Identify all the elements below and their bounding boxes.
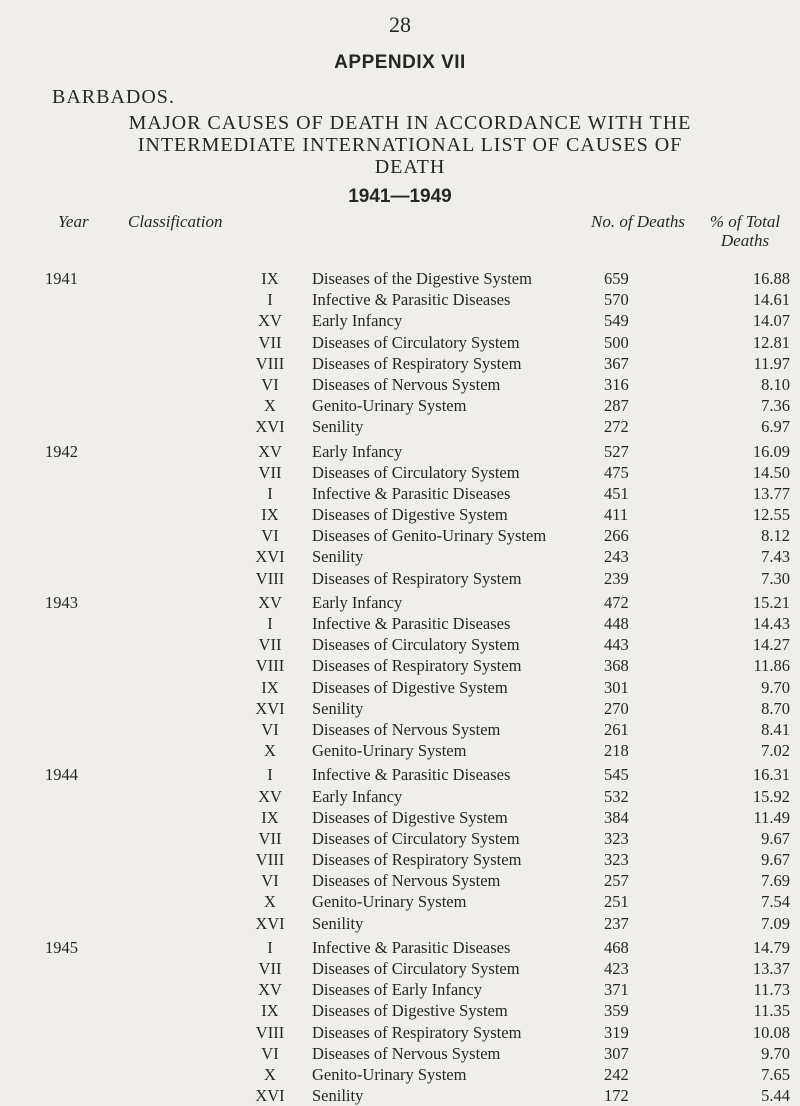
classification-cell: XV — [258, 980, 282, 1000]
deaths-cell: 359 — [604, 1001, 629, 1021]
year-block-1943 — [0, 592, 800, 762]
table-row — [0, 289, 800, 310]
column-header-deaths: No. of Deaths — [591, 212, 685, 231]
deaths-cell: 570 — [604, 290, 629, 310]
classification-cell: VIII — [255, 1022, 285, 1042]
classification-cell: IX — [261, 505, 279, 525]
percent-cell: 14.61 — [752, 290, 790, 310]
deaths-cell: 468 — [604, 937, 629, 957]
table-row — [0, 395, 800, 416]
deaths-cell: 371 — [604, 980, 629, 1000]
classification-cell: VII — [258, 332, 282, 352]
deaths-cell: 411 — [604, 505, 629, 525]
cause-cell: Diseases of Circulatory System — [312, 332, 520, 352]
table-row — [0, 504, 800, 525]
table-row — [0, 568, 800, 589]
cause-cell: Diseases of Early Infancy — [312, 980, 482, 1000]
year-cell: 1943 — [45, 592, 78, 612]
classification-cell: VII — [258, 635, 282, 655]
percent-cell: 13.77 — [752, 483, 790, 503]
deaths-cell: 301 — [604, 677, 629, 697]
table-row — [0, 483, 800, 504]
cause-cell: Genito-Urinary System — [312, 741, 467, 761]
percent-cell: 6.97 — [761, 417, 790, 437]
classification-cell: XV — [258, 786, 282, 806]
classification-cell: IX — [261, 677, 279, 697]
deaths-cell: 527 — [604, 441, 629, 461]
year-cell: 1942 — [45, 441, 78, 461]
deaths-cell: 448 — [604, 614, 629, 633]
year-cell: 1944 — [45, 765, 78, 785]
percent-cell: 11.35 — [753, 1001, 790, 1021]
percent-cell: 9.67 — [761, 850, 790, 870]
classification-cell: XV — [258, 311, 282, 331]
cause-cell: Early Infancy — [312, 311, 403, 331]
cause-cell: Early Infancy — [312, 441, 403, 461]
deaths-cell: 242 — [604, 1064, 629, 1084]
cause-cell: Infective & Parasitic Diseases — [312, 765, 511, 785]
deaths-cell: 266 — [604, 526, 629, 546]
cause-cell: Diseases of Digestive System — [312, 677, 508, 697]
classification-cell: XV — [258, 441, 282, 461]
deaths-cell: 316 — [604, 374, 629, 394]
deaths-cell: 368 — [604, 656, 629, 676]
percent-cell: 12.55 — [752, 505, 790, 525]
table-row — [0, 764, 800, 785]
percent-cell: 11.49 — [753, 807, 790, 827]
percent-cell: 7.43 — [761, 547, 790, 567]
cause-cell: Infective & Parasitic Diseases — [312, 290, 511, 310]
percent-cell: 15.92 — [752, 786, 790, 806]
percent-cell: 14.50 — [752, 462, 790, 482]
classification-cell: X — [264, 741, 276, 761]
cause-cell: Diseases of Circulatory System — [312, 959, 520, 978]
period-heading: 1941—1949 — [348, 186, 452, 207]
table-row — [0, 677, 800, 698]
table-row — [0, 634, 800, 655]
percent-cell: 9.67 — [761, 828, 790, 848]
percent-cell: 16.88 — [752, 269, 790, 288]
cause-cell: Diseases of Nervous System — [312, 1043, 501, 1063]
classification-cell: XVI — [255, 698, 285, 718]
table-row — [0, 655, 800, 676]
deaths-cell: 261 — [604, 719, 629, 739]
deaths-cell: 475 — [604, 462, 629, 482]
percent-cell: 7.09 — [761, 913, 790, 933]
deaths-cell: 239 — [604, 568, 629, 588]
year-block-1945 — [0, 937, 800, 1106]
cause-cell: Diseases of Nervous System — [312, 719, 501, 739]
table-row — [0, 786, 800, 807]
table-row — [0, 592, 800, 613]
table-row — [0, 268, 800, 289]
cause-cell: Diseases of Circulatory System — [312, 462, 520, 482]
classification-cell: X — [264, 396, 276, 416]
percent-cell: 5.44 — [761, 1086, 790, 1106]
cause-cell: Diseases of Nervous System — [312, 871, 501, 891]
table-row — [0, 613, 800, 634]
deaths-cell: 323 — [604, 828, 629, 848]
cause-cell: Diseases of the Digestive System — [312, 269, 532, 288]
table-row — [0, 1043, 800, 1064]
deaths-cell: 307 — [604, 1043, 629, 1063]
deaths-cell: 545 — [604, 765, 629, 785]
classification-cell: I — [267, 290, 273, 310]
percent-cell: 7.02 — [761, 741, 790, 761]
deaths-cell: 472 — [604, 592, 629, 612]
table-title: MAJOR CAUSES OF DEATH IN ACCORDANCE WITH THE INTERMEDIATE INTERNATIONAL LIST OF CAUSES OF DEATH — [128, 112, 692, 178]
cause-cell: Infective & Parasitic Diseases — [312, 483, 511, 503]
classification-cell: VIII — [255, 850, 285, 870]
classification-cell: IX — [261, 269, 279, 288]
column-header-percent: % of Total Deaths — [709, 212, 781, 250]
country-heading: BARBADOS. — [52, 86, 175, 108]
table-row — [0, 462, 800, 483]
deaths-cell: 532 — [604, 786, 629, 806]
classification-cell: X — [264, 892, 276, 912]
cause-cell: Senility — [312, 547, 364, 567]
percent-cell: 14.43 — [752, 614, 790, 633]
deaths-cell: 243 — [604, 547, 629, 567]
cause-cell: Diseases of Circulatory System — [312, 635, 520, 655]
cause-cell: Diseases of Respiratory System — [312, 353, 522, 373]
causes-table — [0, 268, 800, 1106]
table-row — [0, 979, 800, 1000]
classification-cell: VII — [258, 959, 282, 978]
table-row — [0, 828, 800, 849]
percent-cell: 11.86 — [753, 656, 790, 676]
year-block-1944 — [0, 764, 800, 934]
year-cell: 1941 — [45, 269, 78, 288]
percent-cell: 9.70 — [761, 1043, 790, 1063]
table-row — [0, 310, 800, 331]
deaths-cell: 257 — [604, 871, 629, 891]
classification-cell: VIII — [255, 353, 285, 373]
deaths-cell: 500 — [604, 332, 629, 352]
cause-cell: Diseases of Respiratory System — [312, 656, 522, 676]
classification-cell: I — [267, 765, 273, 785]
classification-cell: VI — [261, 526, 279, 546]
classification-cell: I — [267, 483, 273, 503]
table-row — [0, 525, 800, 546]
percent-cell: 16.09 — [752, 441, 790, 461]
classification-cell: XVI — [255, 547, 285, 567]
cause-cell: Genito-Urinary System — [312, 892, 467, 912]
appendix-title: APPENDIX VII — [334, 52, 466, 73]
classification-cell: VIII — [255, 656, 285, 676]
classification-cell: I — [267, 614, 273, 633]
deaths-cell: 218 — [604, 741, 629, 761]
percent-cell: 7.54 — [761, 892, 790, 912]
deaths-cell: 172 — [604, 1086, 629, 1106]
table-row — [0, 332, 800, 353]
percent-cell: 11.97 — [753, 353, 790, 373]
percent-cell: 16.31 — [752, 765, 790, 785]
deaths-cell: 423 — [604, 959, 629, 978]
table-row — [0, 891, 800, 912]
percent-cell: 12.81 — [752, 332, 790, 352]
table-row — [0, 740, 800, 761]
classification-cell: VI — [261, 1043, 279, 1063]
cause-cell: Senility — [312, 417, 364, 437]
percent-cell: 10.08 — [752, 1022, 790, 1042]
percent-cell: 8.70 — [761, 698, 790, 718]
cause-cell: Diseases of Circulatory System — [312, 828, 520, 848]
percent-cell: 7.65 — [761, 1064, 790, 1084]
table-row — [0, 1085, 800, 1106]
deaths-cell: 251 — [604, 892, 629, 912]
table-row — [0, 913, 800, 934]
percent-cell: 14.27 — [752, 635, 790, 655]
table-row — [0, 416, 800, 437]
table-row — [0, 849, 800, 870]
table-row — [0, 958, 800, 979]
cause-cell: Senility — [312, 1086, 364, 1106]
table-row — [0, 374, 800, 395]
cause-cell: Infective & Parasitic Diseases — [312, 937, 511, 957]
deaths-cell: 549 — [604, 311, 629, 331]
cause-cell: Diseases of Respiratory System — [312, 1022, 522, 1042]
percent-cell: 7.69 — [761, 871, 790, 891]
table-row — [0, 937, 800, 958]
cause-cell: Early Infancy — [312, 786, 403, 806]
deaths-cell: 367 — [604, 353, 629, 373]
table-row — [0, 698, 800, 719]
cause-cell: Diseases of Respiratory System — [312, 568, 522, 588]
table-row — [0, 1000, 800, 1021]
cause-cell: Diseases of Digestive System — [312, 807, 508, 827]
percent-cell: 8.41 — [761, 719, 790, 739]
percent-cell: 8.10 — [761, 374, 790, 394]
percent-cell: 7.30 — [761, 568, 790, 588]
percent-cell: 11.73 — [753, 980, 790, 1000]
deaths-cell: 270 — [604, 698, 629, 718]
year-block-1942 — [0, 441, 800, 589]
table-row — [0, 1064, 800, 1085]
cause-cell: Senility — [312, 698, 364, 718]
deaths-cell: 237 — [604, 913, 629, 933]
deaths-cell: 319 — [604, 1022, 629, 1042]
percent-cell: 15.21 — [752, 592, 790, 612]
column-header-classification: Classification — [128, 212, 223, 231]
classification-cell: VII — [258, 828, 282, 848]
deaths-cell: 659 — [604, 269, 629, 288]
classification-cell: VI — [261, 871, 279, 891]
classification-cell: VI — [261, 374, 279, 394]
cause-cell: Diseases of Genito-Urinary System — [312, 526, 547, 546]
table-row — [0, 807, 800, 828]
table-row — [0, 1022, 800, 1043]
classification-cell: VI — [261, 719, 279, 739]
column-header-year: Year — [58, 212, 89, 231]
percent-cell: 9.70 — [761, 677, 790, 697]
table-row — [0, 546, 800, 567]
percent-cell: 14.07 — [752, 311, 790, 331]
cause-cell: Diseases of Digestive System — [312, 505, 508, 525]
classification-cell: XVI — [255, 913, 285, 933]
deaths-cell: 323 — [604, 850, 629, 870]
percent-cell: 14.79 — [752, 937, 790, 957]
cause-cell: Senility — [312, 913, 364, 933]
year-cell: 1945 — [45, 937, 78, 957]
table-row — [0, 441, 800, 462]
percent-cell: 13.37 — [752, 959, 790, 978]
classification-cell: IX — [261, 1001, 279, 1021]
deaths-cell: 443 — [604, 635, 629, 655]
classification-cell: X — [264, 1064, 276, 1084]
classification-cell: XVI — [255, 1086, 285, 1106]
deaths-cell: 272 — [604, 417, 629, 437]
deaths-cell: 451 — [604, 483, 629, 503]
table-row — [0, 353, 800, 374]
cause-cell: Genito-Urinary System — [312, 1064, 467, 1084]
percent-cell: 7.36 — [761, 396, 790, 416]
page-number: 28 — [389, 12, 411, 37]
cause-cell: Early Infancy — [312, 592, 403, 612]
cause-cell: Genito-Urinary System — [312, 396, 467, 416]
classification-cell: I — [267, 937, 273, 957]
cause-cell: Diseases of Digestive System — [312, 1001, 508, 1021]
classification-cell: XV — [258, 592, 282, 612]
classification-cell: IX — [261, 807, 279, 827]
table-row — [0, 719, 800, 740]
deaths-cell: 384 — [604, 807, 629, 827]
deaths-cell: 287 — [604, 396, 629, 416]
classification-cell: VII — [258, 462, 282, 482]
cause-cell: Diseases of Respiratory System — [312, 850, 522, 870]
cause-cell: Infective & Parasitic Diseases — [312, 614, 511, 633]
cause-cell: Diseases of Nervous System — [312, 374, 501, 394]
classification-cell: VIII — [255, 568, 285, 588]
classification-cell: XVI — [255, 417, 285, 437]
year-block-1941 — [0, 268, 800, 438]
table-row — [0, 870, 800, 891]
percent-cell: 8.12 — [761, 526, 790, 546]
